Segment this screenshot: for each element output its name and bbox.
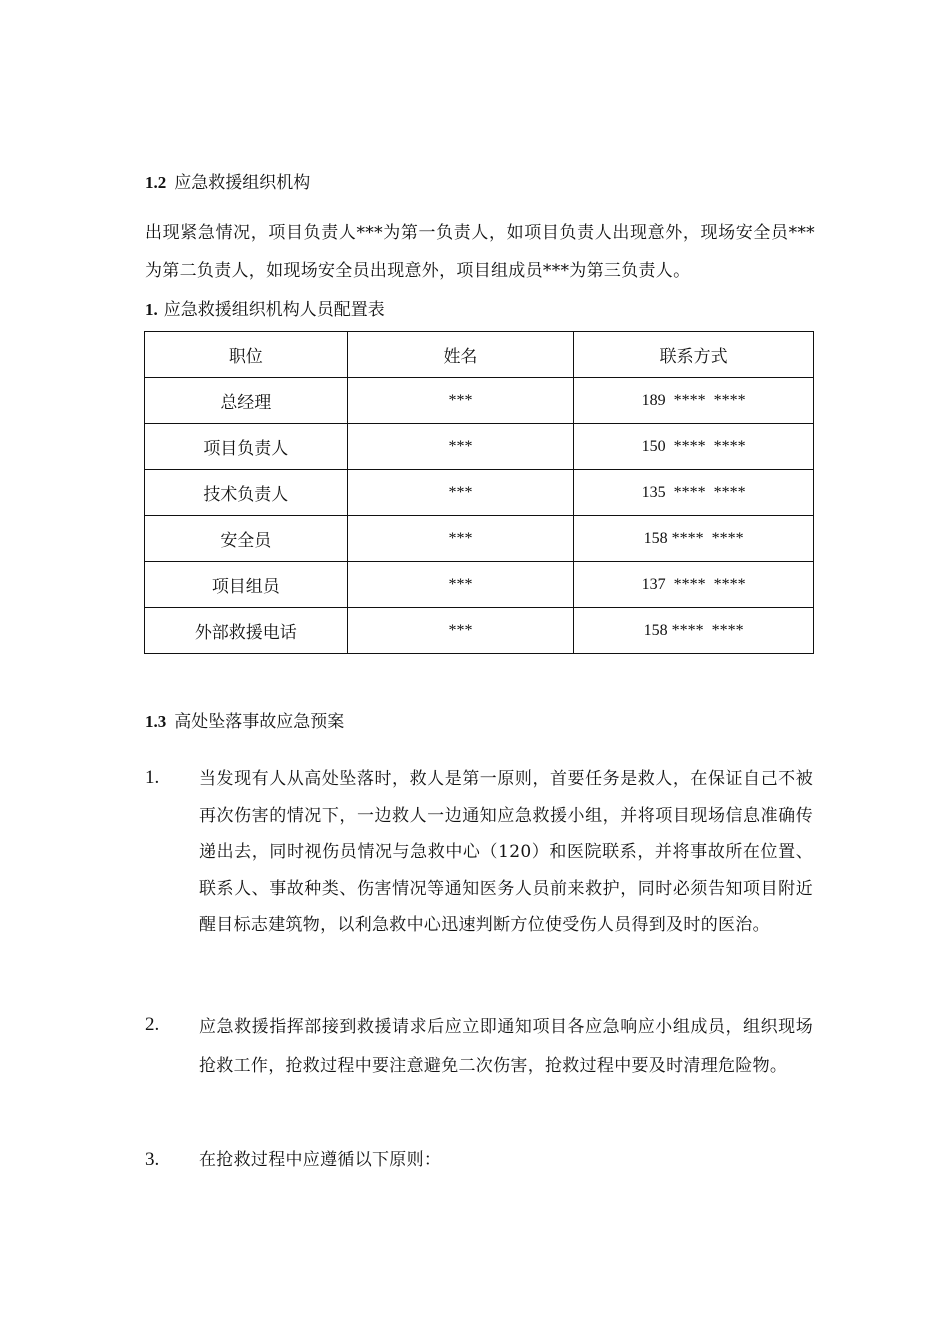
section-heading-1-3 xyxy=(145,710,344,734)
table-header-row xyxy=(145,332,814,378)
cell-contact: 158 **** **** xyxy=(574,608,814,654)
table-row xyxy=(145,608,814,654)
section-number: 1.3 xyxy=(145,712,167,731)
table-row xyxy=(145,424,814,470)
cell-position: 安全员 xyxy=(145,516,348,562)
table-caption-number: 1. xyxy=(145,300,158,319)
section-number: 1.2 xyxy=(145,173,167,192)
cell-contact: 158 **** **** xyxy=(574,516,814,562)
cell-position: 外部救援电话 xyxy=(145,608,348,654)
cell-name: *** xyxy=(347,424,574,470)
cell-contact: 150 **** **** xyxy=(574,424,814,470)
cell-name: *** xyxy=(347,608,574,654)
table-row xyxy=(145,470,814,516)
cell-position: 总经理 xyxy=(145,378,348,424)
section-title: 应急救援组织机构 xyxy=(174,173,311,193)
table-row xyxy=(145,516,814,562)
list-item-text: 在抢救过程中应遵循以下原则： xyxy=(199,1150,442,1170)
cell-contact: 137 **** **** xyxy=(574,562,814,608)
section-title: 高处坠落事故应急预案 xyxy=(174,712,345,732)
cell-name: *** xyxy=(347,562,574,608)
section-heading-1-2 xyxy=(145,171,310,195)
header-position: 职位 xyxy=(145,332,348,378)
list-marker: 3. xyxy=(145,1149,160,1170)
cell-position: 项目负责人 xyxy=(145,424,348,470)
table-caption xyxy=(145,298,385,322)
list-item-text: 应急救援指挥部接到救援请求后应立即通知项目各应急响应小组成员，组织现场抢救工作，抢救过程中要注意避免二次伤害，抢救过程中要及时清理危险物。 xyxy=(199,1017,813,1076)
list-item-text: 当发现有人从高处坠落时，救人是第一原则，首要任务是救人，在保证自己不被再次伤害的情况下，一边救人一边通知应急救援小组，并将项目现场信息准确传递出去，同时视伤员情况与急救中心（120）和医院联系，并将事故所在位置、联系人、事故种类、伤害情况等通知医务人员前来救护，同时必须告知项目附近醒目标志建筑物，以利急救中心迅速判断方位使受伤人员得到及时的医治。 xyxy=(199,769,813,935)
header-contact: 联系方式 xyxy=(574,332,814,378)
cell-contact: 135 **** **** xyxy=(574,470,814,516)
cell-contact: 189 **** **** xyxy=(574,378,814,424)
cell-name: *** xyxy=(347,516,574,562)
header-name: 姓名 xyxy=(347,332,574,378)
list-marker: 2. xyxy=(145,1014,160,1035)
table-row xyxy=(145,562,814,608)
cell-name: *** xyxy=(347,470,574,516)
intro-paragraph: 出现紧急情况，项目负责人***为第一负责人，如项目负责人出现意外，现场安全员***为第二负责人，如现场安全员出现意外，项目组成员***为第三负责人。 xyxy=(145,223,815,281)
cell-name: *** xyxy=(347,378,574,424)
table-row xyxy=(145,378,814,424)
cell-position: 技术负责人 xyxy=(145,470,348,516)
staff-table xyxy=(144,331,814,654)
cell-position: 项目组员 xyxy=(145,562,348,608)
list-marker: 1. xyxy=(145,767,160,788)
table-caption-title: 应急救援组织机构人员配置表 xyxy=(163,300,385,320)
